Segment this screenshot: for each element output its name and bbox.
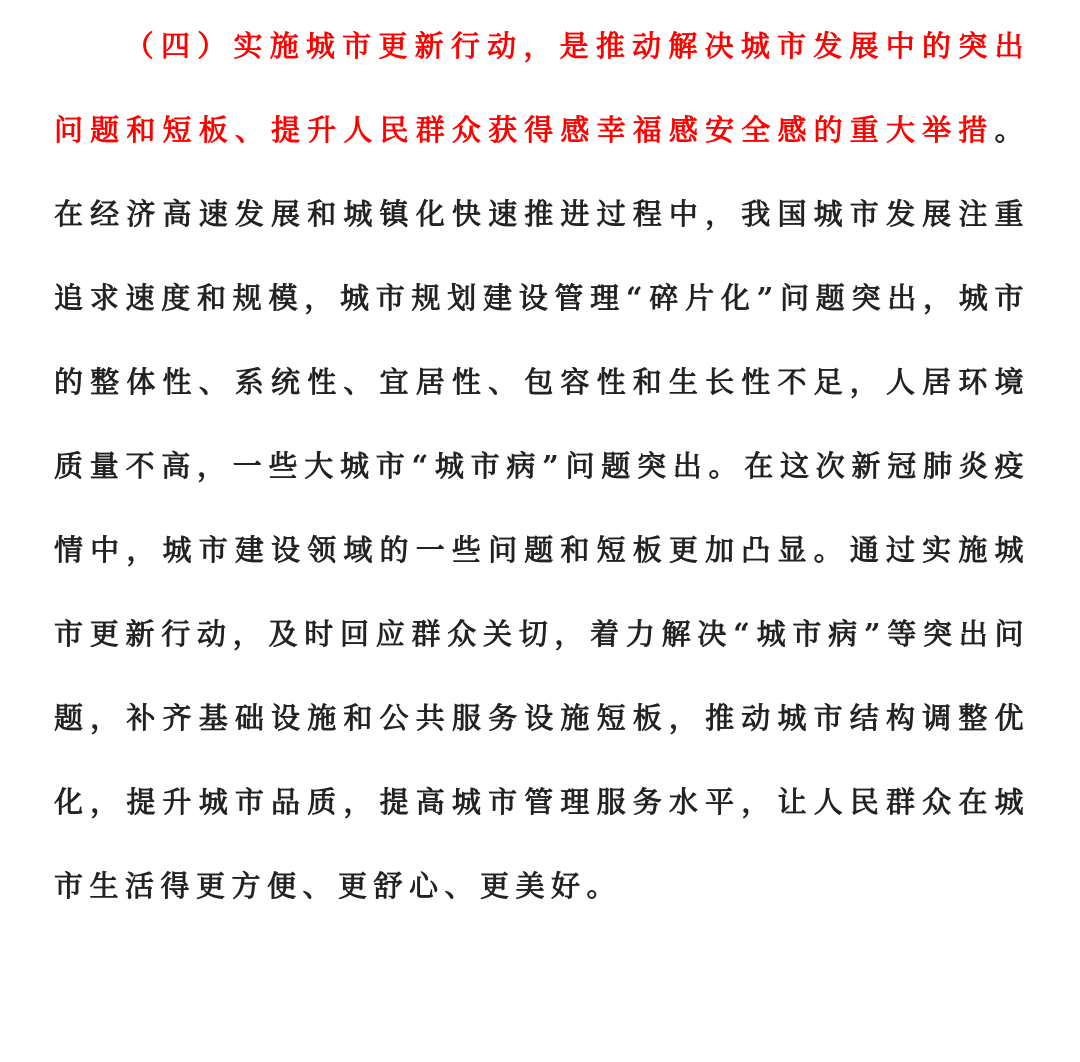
article-paragraph [54, 0, 1030, 928]
highlighted-lead-sentence: （四）实施城市更新行动，是推动解决城市发展中的突出问题和短板、提升人民群众获得感幸福感安全感的重大举措 [54, 29, 1030, 147]
paragraph-body-text: 。在经济高速发展和城镇化快速推进过程中，我国城市发展注重追求速度和规模，城市规划建设管理“碎片化”问题突出，城市的整体性、系统性、宜居性、包容性和生长性不足，人居环境质量不高，一些大城市“城市病”问题突出。在这次新冠肺炎疫情中，城市建设领域的一些问题和短板更加凸显。通过实施城市更新行动，及时回应群众关切，着力解决“城市病”等突出问题，补齐基础设施和公共服务设施短板，推动城市结构调整优化，提升城市品质，提高城市管理服务水平，让人民群众在城市生活得更方便、更舒心、更美好。 [54, 113, 1030, 903]
